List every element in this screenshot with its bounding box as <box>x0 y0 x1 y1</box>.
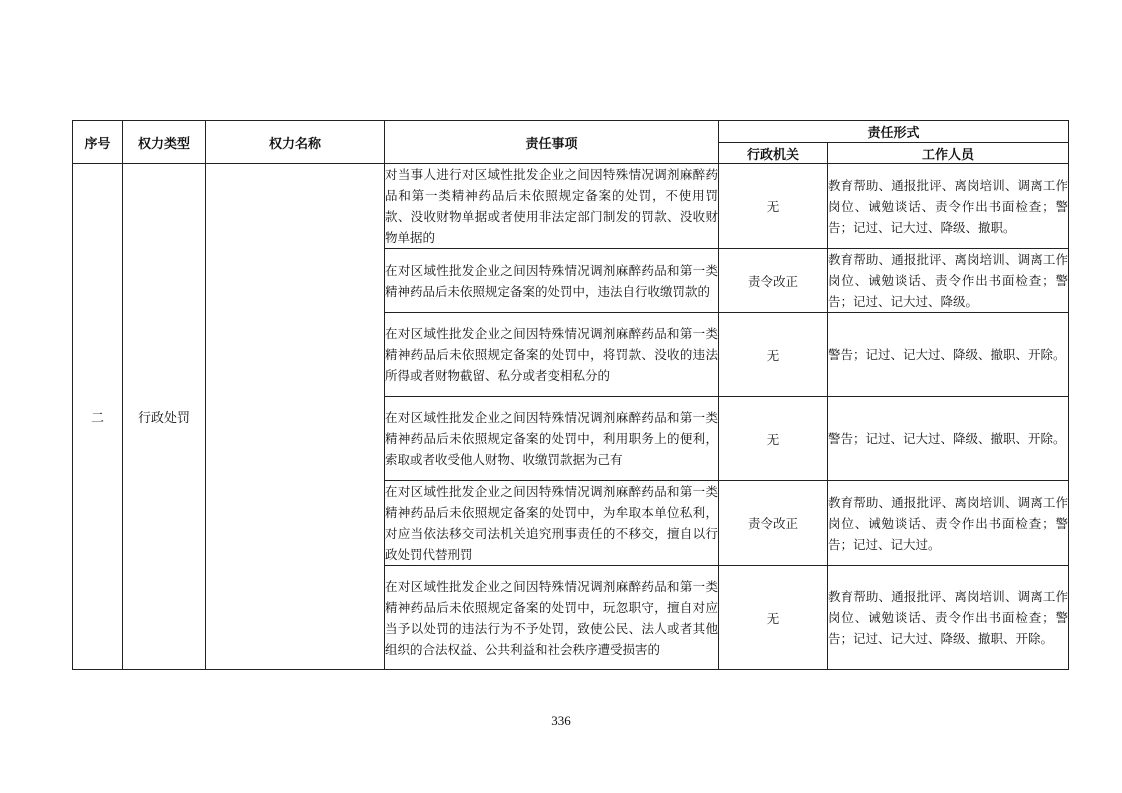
table-row <box>73 164 1069 249</box>
staff-cell: 教育帮助、通报批评、离岗培训、调离工作岗位、诫勉谈话、责令作出书面检查；警告；记过、记大过、降级、撤职、开除。 <box>828 566 1069 670</box>
header-form: 责任形式 <box>719 121 1069 143</box>
staff-cell: 警告；记过、记大过、降级、撤职、开除。 <box>828 313 1069 397</box>
staff-cell: 教育帮助、通报批评、离岗培训、调离工作岗位、诫勉谈话、责令作出书面检查；警告；记过、记大过。 <box>828 481 1069 566</box>
header-duty: 责任事项 <box>385 121 719 164</box>
group-power-type: 行政处罚 <box>123 164 206 670</box>
org-cell: 无 <box>719 566 828 670</box>
group-power-name <box>206 164 385 670</box>
header-staff: 工作人员 <box>828 143 1069 164</box>
org-cell: 无 <box>719 313 828 397</box>
org-cell: 责令改正 <box>719 481 828 566</box>
duty-cell: 在对区域性批发企业之间因特殊情况调剂麻醉药品和第一类精神药品后未依照规定备案的处罚中，玩忽职守，擅自对应当予以处罚的违法行为不予处罚，致使公民、法人或者其他组织的合法权益、公共利益和社会秩序遭受损害的 <box>385 566 719 670</box>
duty-cell: 在对区域性批发企业之间因特殊情况调剂麻醉药品和第一类精神药品后未依照规定备案的处罚中，为牟取本单位私利，对应当依法移交司法机关追究刑事责任的不移交，擅自以行政处罚代替刑罚 <box>385 481 719 566</box>
duty-cell: 在对区域性批发企业之间因特殊情况调剂麻醉药品和第一类精神药品后未依照规定备案的处罚中，利用职务上的便利，索取或者收受他人财物、收缴罚款据为己有 <box>385 397 719 481</box>
duty-cell: 对当事人进行对区域性批发企业之间因特殊情况调剂麻醉药品和第一类精神药品后未依照规定备案的处罚，不使用罚款、没收财物单据或者使用非法定部门制发的罚款、没收财物单据的 <box>385 164 719 249</box>
header-org: 行政机关 <box>719 143 828 164</box>
header-power-type: 权力类型 <box>123 121 206 164</box>
header-power-name: 权力名称 <box>206 121 385 164</box>
group-seq: 二 <box>73 164 123 670</box>
duty-cell: 在对区域性批发企业之间因特殊情况调剂麻醉药品和第一类精神药品后未依照规定备案的处罚中，违法自行收缴罚款的 <box>385 249 719 313</box>
header-seq: 序号 <box>73 121 123 164</box>
staff-cell: 教育帮助、通报批评、离岗培训、调离工作岗位、诫勉谈话、责令作出书面检查；警告；记过、记大过、降级。 <box>828 249 1069 313</box>
responsibility-table <box>72 120 1069 670</box>
org-cell: 无 <box>719 397 828 481</box>
staff-cell: 警告；记过、记大过、降级、撤职、开除。 <box>828 397 1069 481</box>
duty-cell: 在对区域性批发企业之间因特殊情况调剂麻醉药品和第一类精神药品后未依照规定备案的处罚中，将罚款、没收的违法所得或者财物截留、私分或者变相私分的 <box>385 313 719 397</box>
org-cell: 无 <box>719 164 828 249</box>
page-number: 336 <box>551 713 571 728</box>
staff-cell: 教育帮助、通报批评、离岗培训、调离工作岗位、诫勉谈话、责令作出书面检查；警告；记过、记大过、降级、撤职。 <box>828 164 1069 249</box>
org-cell: 责令改正 <box>719 249 828 313</box>
